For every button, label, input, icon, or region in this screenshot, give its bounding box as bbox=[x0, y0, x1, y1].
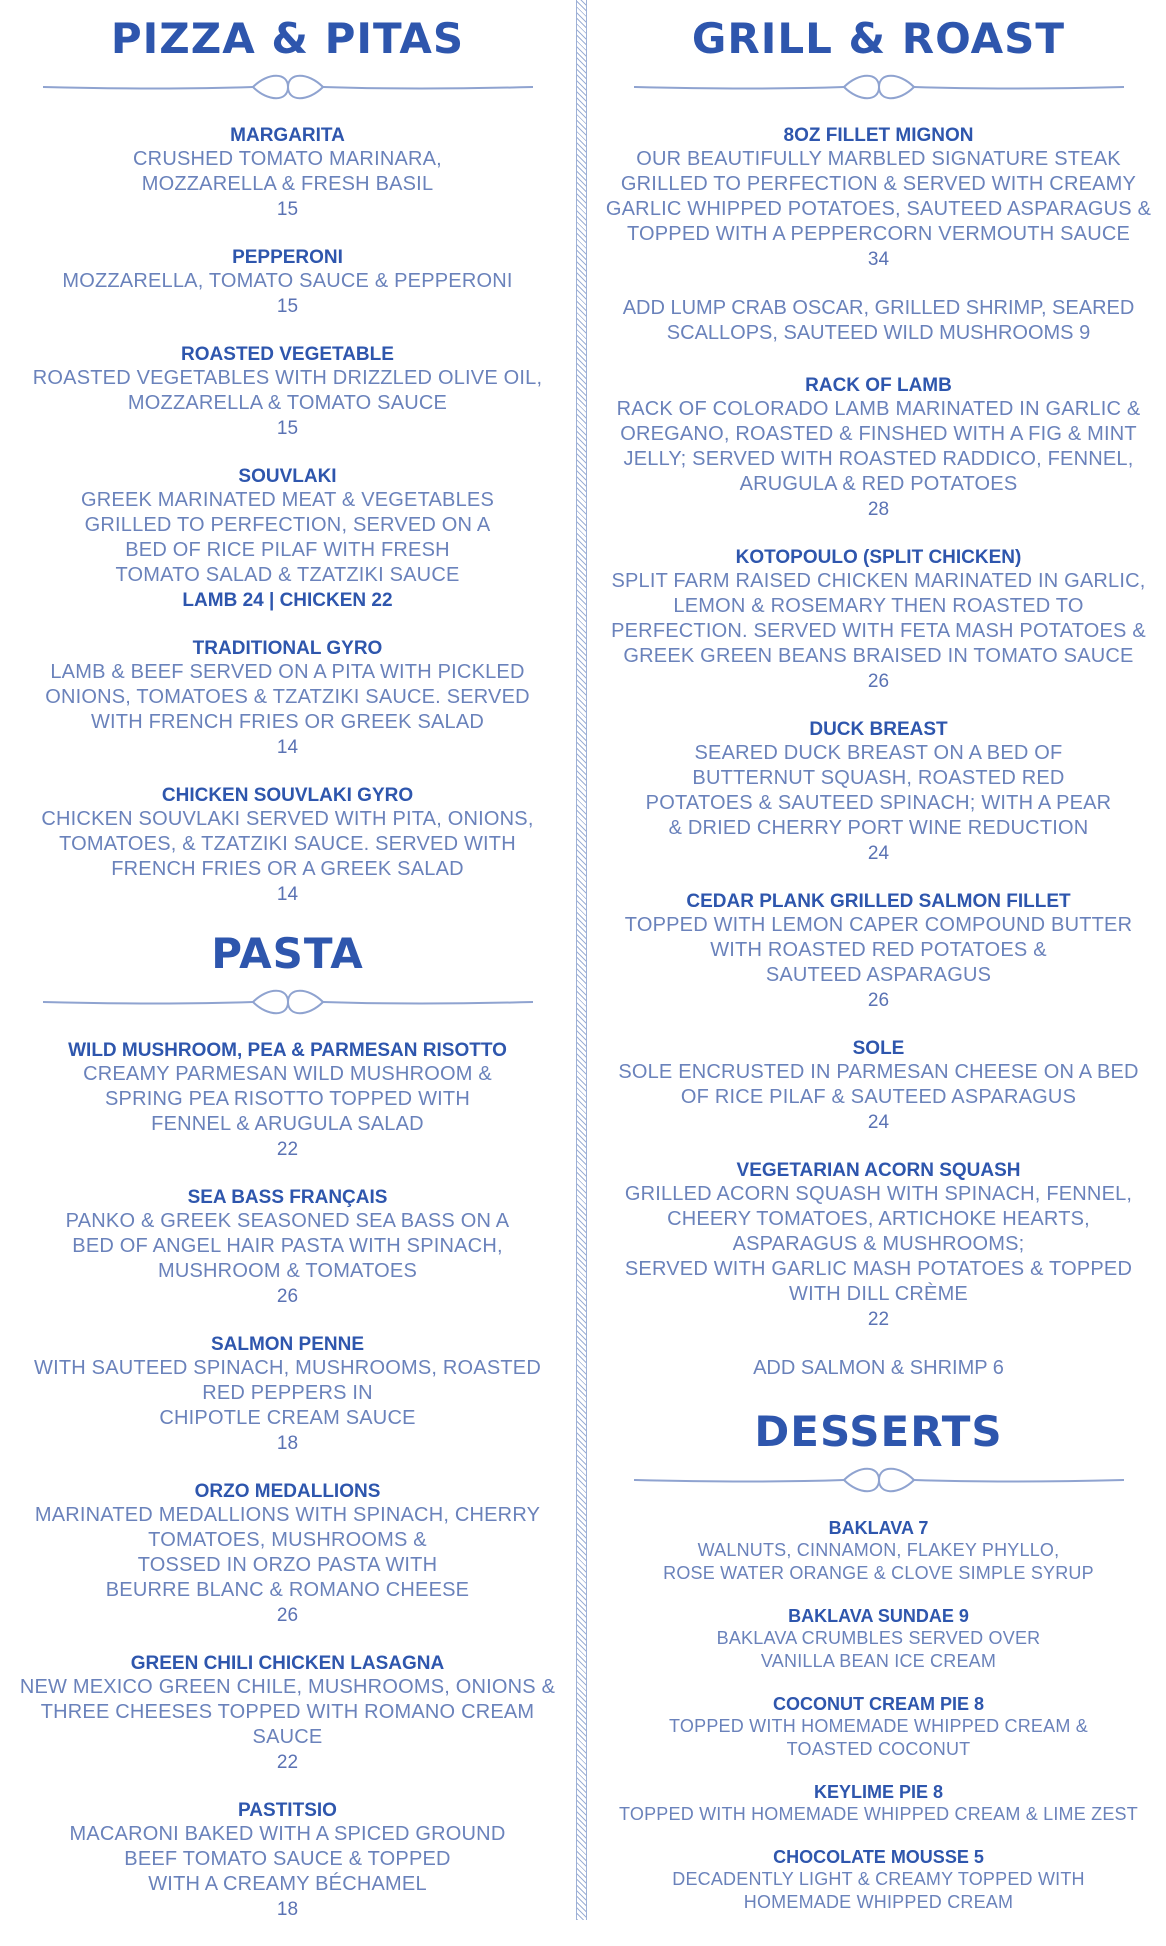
flourish-ornament bbox=[43, 985, 533, 1019]
menu-item bbox=[591, 1693, 1166, 1761]
menu-item bbox=[0, 1799, 575, 1922]
menu-item-price: 15 bbox=[276, 296, 299, 317]
menu-item-description: OUR BEAUTIFULLY MARBLED SIGNATURE STEAK GRILLED TO PERFECTION & SERVED WITH CREAMY GARLIC WHIPPED POTATOES, SAUTEED ASPARAGUS & TOPPED WITH A PEPPERCORN VERMOUTH SAUCE bbox=[605, 148, 1152, 245]
menu-item-price: 14 bbox=[276, 737, 299, 758]
menu-item bbox=[0, 1333, 575, 1456]
section-title-grill: GRILL & ROAST bbox=[691, 14, 1066, 63]
menu-item-price: 24 bbox=[867, 1112, 890, 1133]
pizza-item-list bbox=[0, 124, 575, 907]
menu-item-name: KOTOPOULO (SPLIT CHICKEN) bbox=[735, 547, 1022, 568]
menu-item-description: MARINATED MEDALLIONS WITH SPINACH, CHERRY TOMATOES, MUSHROOMS & TOSSED IN ORZO PASTA WITH BEURRE BLANC & ROMANO CHEESE bbox=[34, 1504, 541, 1601]
menu-item-name: SOLE bbox=[852, 1038, 905, 1059]
dessert-item-list bbox=[591, 1517, 1166, 1914]
menu-item-name: 8OZ FILLET MIGNON bbox=[783, 125, 974, 146]
menu-addon: ADD SALMON & SHRIMP 6 bbox=[753, 1357, 1004, 1379]
menu-item bbox=[0, 465, 575, 613]
menu-item bbox=[0, 1480, 575, 1628]
menu-item-description: CRUSHED TOMATO MARINARA, MOZZARELLA & FRESH BASIL bbox=[133, 148, 442, 195]
menu-item bbox=[591, 124, 1166, 272]
menu-item-price: 26 bbox=[867, 671, 890, 692]
grill-item-list bbox=[591, 124, 1166, 1381]
menu-item-description: SPLIT FARM RAISED CHICKEN MARINATED IN GARLIC, LEMON & ROSEMARY THEN ROASTED TO PERFECTION. SERVED WITH FETA MASH POTATOES & GREEK GREEN BEANS BRAISED IN TOMATO SAUCE bbox=[611, 570, 1146, 667]
menu-item-description: DECADENTLY LIGHT & CREAMY TOPPED WITH HOMEMADE WHIPPED CREAM bbox=[672, 1869, 1085, 1912]
flourish-ornament bbox=[634, 70, 1124, 104]
menu-item-description: TOPPED WITH HOMEMADE WHIPPED CREAM & LIME ZEST bbox=[619, 1804, 1138, 1824]
menu-item-price: 34 bbox=[867, 249, 890, 270]
right-column bbox=[591, 0, 1166, 1934]
menu-item-price: 26 bbox=[276, 1605, 299, 1626]
menu-item-name: RACK OF LAMB bbox=[805, 375, 952, 396]
menu-item-name: COCONUT CREAM PIE 8 bbox=[772, 1694, 985, 1714]
menu-item bbox=[0, 1652, 575, 1775]
menu-item-price: 22 bbox=[276, 1139, 299, 1160]
menu-item-description: WALNUTS, CINNAMON, FLAKEY PHYLLO, ROSE WATER ORANGE & CLOVE SIMPLE SYRUP bbox=[663, 1540, 1094, 1583]
menu-item bbox=[591, 1159, 1166, 1332]
menu-item-description: CREAMY PARMESAN WILD MUSHROOM & SPRING PEA RISOTTO TOPPED WITH FENNEL & ARUGULA SALAD bbox=[83, 1063, 492, 1135]
menu-item-name: BAKLAVA SUNDAE 9 bbox=[788, 1606, 969, 1626]
menu-item bbox=[591, 374, 1166, 522]
menu-item bbox=[591, 1846, 1166, 1914]
menu-item-description: NEW MEXICO GREEN CHILE, MUSHROOMS, ONIONS & THREE CHEESES TOPPED WITH ROMANO CREAM SAUCE bbox=[19, 1676, 556, 1748]
pasta-item-list bbox=[0, 1039, 575, 1922]
left-column bbox=[0, 0, 575, 1946]
menu-item-name: CEDAR PLANK GRILLED SALMON FILLET bbox=[686, 891, 1071, 912]
menu-item-price: 26 bbox=[867, 990, 890, 1011]
menu-item-name: ROASTED VEGETABLE bbox=[181, 344, 394, 365]
menu-item bbox=[0, 343, 575, 441]
menu-item-name: PEPPERONI bbox=[232, 247, 343, 268]
menu-item-name: WILD MUSHROOM, PEA & PARMESAN RISOTTO bbox=[68, 1040, 507, 1061]
menu-item-price: 28 bbox=[867, 499, 890, 520]
menu-item-name: PASTITSIO bbox=[238, 1800, 337, 1821]
menu-item-name: ORZO MEDALLIONS bbox=[194, 1481, 381, 1502]
menu-item-name: BAKLAVA 7 bbox=[828, 1518, 929, 1538]
menu-item-name: CHICKEN SOUVLAKI GYRO bbox=[161, 785, 414, 806]
menu-item-name: GREEN CHILI CHICKEN LASAGNA bbox=[130, 1653, 445, 1674]
menu-item-description: ROASTED VEGETABLES WITH DRIZZLED OLIVE OIL, MOZZARELLA & TOMATO SAUCE bbox=[32, 367, 543, 414]
menu-item-description: CHICKEN SOUVLAKI SERVED WITH PITA, ONIONS, TOMATOES, & TZATZIKI SAUCE. SERVED WITH FRENCH FRIES OR A GREEK SALAD bbox=[41, 808, 534, 880]
menu-item-description: GREEK MARINATED MEAT & VEGETABLES GRILLED TO PERFECTION, SERVED ON A BED OF RICE PILAF WITH FRESH TOMATO SALAD & TZATZIKI SAUCE bbox=[81, 489, 494, 586]
menu-item bbox=[591, 546, 1166, 694]
menu-item-price: 24 bbox=[867, 843, 890, 864]
menu-item-name: SEA BASS FRANÇAIS bbox=[187, 1187, 388, 1208]
menu-item-description: GRILLED ACORN SQUASH WITH SPINACH, FENNEL, CHEERY TOMATOES, ARTICHOKE HEARTS, ASPARAGUS & MUSHROOMS; SERVED WITH GARLIC MASH POTATOES & TOPPED WITH DILL CRÈME bbox=[624, 1183, 1133, 1305]
menu-item-description: MACARONI BAKED WITH A SPICED GROUND BEEF TOMATO SAUCE & TOPPED WITH A CREAMY BÉCHAMEL bbox=[69, 1823, 506, 1895]
menu-item-price: 15 bbox=[276, 199, 299, 220]
section-title-desserts: DESSERTS bbox=[754, 1407, 1003, 1456]
menu-item bbox=[591, 1037, 1166, 1135]
flourish-ornament bbox=[43, 70, 533, 104]
menu-item-name: SALMON PENNE bbox=[210, 1334, 365, 1355]
menu-item bbox=[591, 718, 1166, 866]
menu-item bbox=[591, 890, 1166, 1013]
menu-item-description: RACK OF COLORADO LAMB MARINATED IN GARLIC & OREGANO, ROASTED & FINSHED WITH A FIG & MINT JELLY; SERVED WITH ROASTED RADDICO, FENNEL, ARUGULA & RED POTATOES bbox=[616, 398, 1141, 495]
menu-item-description: TOPPED WITH LEMON CAPER COMPOUND BUTTER WITH ROASTED RED POTATOES & SAUTEED ASPARAGUS bbox=[624, 914, 1133, 986]
menu-item bbox=[0, 784, 575, 907]
menu-item-price: 15 bbox=[276, 418, 299, 439]
menu-item bbox=[591, 1781, 1166, 1826]
menu-item-price: 18 bbox=[276, 1899, 299, 1920]
menu-item-description: TOPPED WITH HOMEMADE WHIPPED CREAM & TOASTED COCONUT bbox=[669, 1716, 1088, 1759]
menu-item bbox=[591, 1605, 1166, 1673]
menu-item bbox=[0, 1186, 575, 1309]
menu-item-description: WITH SAUTEED SPINACH, MUSHROOMS, ROASTED RED PEPPERS IN CHIPOTLE CREAM SAUCE bbox=[34, 1357, 541, 1429]
menu-item-name: MARGARITA bbox=[230, 125, 345, 146]
menu-item-description: MOZZARELLA, TOMATO SAUCE & PEPPERONI bbox=[62, 270, 513, 292]
menu-item-name: VEGETARIAN ACORN SQUASH bbox=[736, 1160, 1021, 1181]
menu-item-price: 26 bbox=[276, 1286, 299, 1307]
menu-item-price: 14 bbox=[276, 884, 299, 905]
menu-item-description: LAMB & BEEF SERVED ON A PITA WITH PICKLED ONIONS, TOMATOES & TZATZIKI SAUCE. SERVED WITH FRENCH FRIES OR GREEK SALAD bbox=[45, 661, 530, 733]
menu-item-description: SOLE ENCRUSTED IN PARMESAN CHEESE ON A BED OF RICE PILAF & SAUTEED ASPARAGUS bbox=[618, 1061, 1139, 1108]
column-divider bbox=[576, 0, 587, 1920]
menu-item-price: 18 bbox=[276, 1433, 299, 1454]
menu-item-price: 22 bbox=[867, 1309, 890, 1330]
menu-item-price: 22 bbox=[276, 1752, 299, 1773]
menu-item-name: DUCK BREAST bbox=[809, 719, 948, 740]
menu-item-description: PANKO & GREEK SEASONED SEA BASS ON A BED OF ANGEL HAIR PASTA WITH SPINACH, MUSHROOM & TOMATOES bbox=[65, 1210, 510, 1282]
flourish-ornament bbox=[634, 1463, 1124, 1497]
menu-item-description: SEARED DUCK BREAST ON A BED OF BUTTERNUT SQUASH, ROASTED RED POTATOES & SAUTEED SPINACH; WITH A PEAR & DRIED CHERRY PORT WINE REDUCTION bbox=[645, 742, 1112, 839]
menu-item-name: SOUVLAKI bbox=[238, 466, 337, 487]
section-title-pizza: PIZZA & PITAS bbox=[110, 14, 465, 63]
section-title-pasta: PASTA bbox=[211, 929, 364, 978]
menu-item bbox=[591, 1517, 1166, 1585]
menu-addon: ADD LUMP CRAB OSCAR, GRILLED SHRIMP, SEARED SCALLOPS, SAUTEED WILD MUSHROOMS 9 bbox=[622, 297, 1135, 344]
menu-item-name: CHOCOLATE MOUSSE 5 bbox=[773, 1847, 984, 1867]
menu-item bbox=[0, 124, 575, 222]
menu-item bbox=[0, 637, 575, 760]
menu-item bbox=[0, 246, 575, 319]
menu-item-price: LAMB 24 | CHICKEN 22 bbox=[182, 590, 393, 611]
menu-item bbox=[0, 1039, 575, 1162]
menu-item-description: BAKLAVA CRUMBLES SERVED OVER VANILLA BEAN ICE CREAM bbox=[716, 1628, 1041, 1671]
menu-item-name: TRADITIONAL GYRO bbox=[192, 638, 383, 659]
menu-item-name: KEYLIME PIE 8 bbox=[813, 1782, 944, 1802]
